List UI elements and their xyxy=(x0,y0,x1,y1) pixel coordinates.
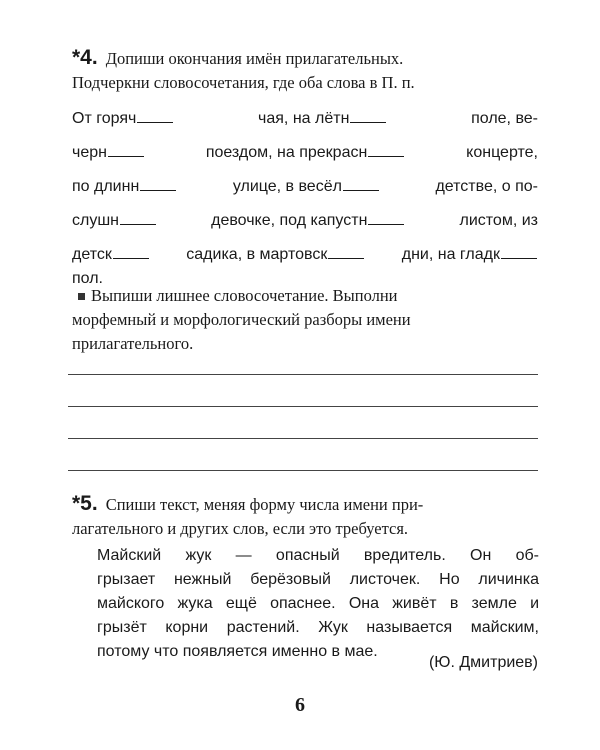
exercise-line-6: пол. xyxy=(72,270,103,287)
answer-blank[interactable] xyxy=(343,176,379,191)
task-5-text xyxy=(97,544,539,664)
answer-blank[interactable] xyxy=(108,142,144,157)
answer-blank[interactable] xyxy=(501,244,537,259)
task-4-instruction-line2: Подчеркни словосочетания, где оба слова в П. п. xyxy=(72,73,415,92)
bonus-line1: Выпиши лишнее словосочетание. Выполни xyxy=(91,286,398,305)
bonus-line2: морфемный и морфологический разборы имени xyxy=(72,310,411,329)
task-4-heading xyxy=(72,46,542,95)
answer-blank[interactable] xyxy=(350,108,386,123)
answer-blank[interactable] xyxy=(113,244,149,259)
task-4-bonus xyxy=(72,284,540,356)
task-5-instruction-line2: лагательного и других слов, если это требуется. xyxy=(72,519,409,538)
answer-blank[interactable] xyxy=(137,108,173,123)
answer-blank[interactable] xyxy=(368,210,404,225)
text-line: грызёт корни растений. Жук называется майским, xyxy=(97,619,539,636)
text-line: грызает нежный берёзовый листочек. Но личинка xyxy=(97,571,539,588)
task-4-number: *4. xyxy=(72,46,98,69)
answer-blank[interactable] xyxy=(328,244,364,259)
answer-blank[interactable] xyxy=(140,176,176,191)
task-5-instruction-line1: Спиши текст, меняя форму числа имени при- xyxy=(105,495,424,514)
square-bullet-icon xyxy=(78,293,85,300)
author-attribution: (Ю. Дмитриев) xyxy=(428,654,538,671)
text-line: майского жука ещё опаснее. Она живёт в земле и xyxy=(97,595,539,612)
text-line: потому что появляется именно в мае. xyxy=(97,643,378,660)
writing-line[interactable] xyxy=(68,470,538,471)
task-5-number: *5. xyxy=(72,492,98,515)
page-number: 6 xyxy=(295,694,305,716)
writing-line[interactable] xyxy=(68,374,538,375)
exercise-line-5: детск садика, в мартовск дни, на гладк xyxy=(72,244,538,272)
writing-line[interactable] xyxy=(68,438,538,439)
exercise-line-3: по длинн улице, в весёл детстве, о по- xyxy=(72,178,538,195)
answer-blank[interactable] xyxy=(368,142,404,157)
bonus-line3: прилагательного. xyxy=(72,334,194,353)
answer-blank[interactable] xyxy=(120,210,156,225)
text-line: Майский жук — опасный вредитель. Он об- xyxy=(97,547,539,564)
task-4-instruction-line1: Допиши окончания имён прилагательных. xyxy=(105,49,404,68)
exercise-line-2: черн поездом, на прекрасн концерте, xyxy=(72,144,538,161)
writing-line[interactable] xyxy=(68,406,538,407)
task-5-heading xyxy=(72,492,542,541)
exercise-line-1: От горяч чая, на лётн поле, ве- xyxy=(72,110,538,127)
exercise-line-4: слушн девочке, под капустн листом, из xyxy=(72,212,538,229)
